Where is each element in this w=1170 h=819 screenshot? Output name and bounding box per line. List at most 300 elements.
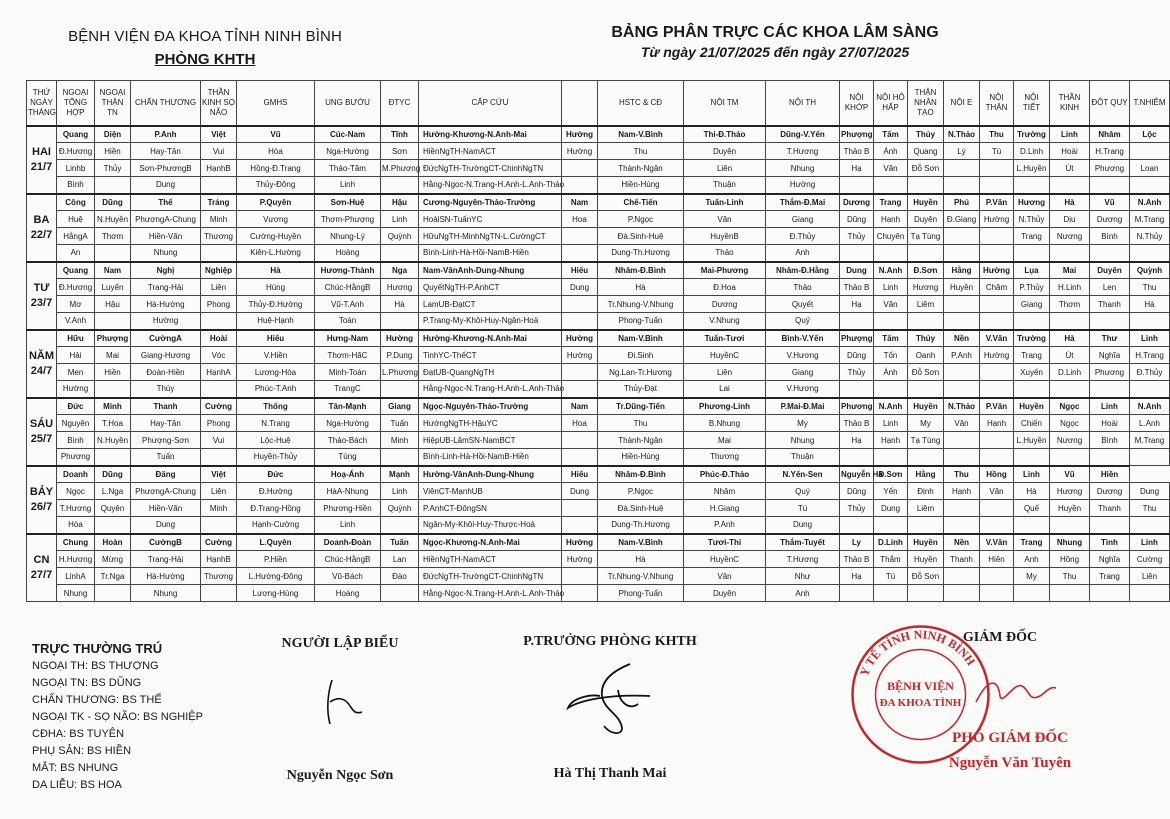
table-cell: Hạ	[840, 296, 874, 313]
table-cell	[944, 313, 980, 330]
table-cell: Hường	[562, 534, 598, 551]
table-cell: Linh	[381, 211, 419, 228]
table-cell: Ngọc	[1050, 398, 1090, 415]
table-cell: Hạnh	[980, 415, 1014, 432]
table-cell: Tuấn-Linh	[684, 194, 766, 211]
table-cell	[1014, 449, 1050, 466]
table-cell: Hằng	[908, 466, 944, 483]
table-cell: Liêm	[908, 296, 944, 313]
table-cell: Anh	[766, 245, 840, 262]
table-cell: Minh	[381, 432, 419, 449]
table-cell: Tùng	[315, 449, 381, 466]
table-cell: Hiếu	[237, 330, 315, 347]
table-cell: Hiền-Văn	[131, 228, 201, 245]
table-cell: N.Anh	[874, 262, 908, 279]
table-cell	[980, 517, 1014, 534]
table-cell: Vũ-Bách	[315, 568, 381, 585]
table-cell: Vui	[201, 143, 237, 160]
table-cell: H.Linh	[1050, 279, 1090, 296]
resident-duty-item: NGOẠI TN: BS DŨNG	[32, 677, 142, 689]
table-cell: Dung	[562, 279, 598, 296]
column-header: NỘI E	[944, 81, 980, 126]
table-cell: Tươi-Thi	[684, 534, 766, 551]
table-cell: Dương	[684, 296, 766, 313]
table-cell: Hường	[131, 313, 201, 330]
table-cell: Chuyên	[874, 228, 908, 245]
table-cell: Giang	[1014, 296, 1050, 313]
table-cell: Liên	[684, 364, 766, 381]
table-cell: T.Hoa	[95, 415, 131, 432]
column-header: T.NHIỄM	[1130, 81, 1170, 126]
table-cell: Nam-V.Bình	[598, 330, 684, 347]
table-cell: Phong-Tuấn	[598, 313, 684, 330]
table-cell: Nhung	[131, 245, 201, 262]
table-cell	[908, 517, 944, 534]
table-cell: Dũng	[840, 483, 874, 500]
table-cell: M.Trang	[1130, 211, 1170, 228]
table-cell: ĐứcNgTH-TrườngCT-ChinhNgTN	[419, 568, 562, 585]
table-cell: Cường	[201, 398, 237, 415]
table-cell: HiềnNgTH-NamACT	[419, 143, 562, 160]
table-cell: Hương	[908, 279, 944, 296]
table-cell: V.Nhung	[684, 313, 766, 330]
column-header: NỘI HÔ HẤP	[874, 81, 908, 126]
table-cell	[201, 177, 237, 194]
day-label: CN 27/7	[27, 534, 57, 602]
table-cell: Hiền-Hùng	[598, 449, 684, 466]
table-cell: Vân	[980, 483, 1014, 500]
resident-duty-item: CĐHA: BS TUYÊN	[32, 728, 125, 740]
table-cell: Lương-Hùng	[237, 585, 315, 602]
column-header	[562, 81, 598, 126]
table-cell: Nhung-Lý	[315, 228, 381, 245]
table-cell: Phú	[944, 194, 980, 211]
table-cell: Hương	[381, 279, 419, 296]
table-cell: Việt	[201, 126, 237, 143]
table-cell	[1090, 381, 1130, 398]
table-cell	[944, 585, 980, 602]
table-cell	[95, 585, 131, 602]
column-header: NỘI TM	[684, 81, 766, 126]
table-cell: Thơm-HăC	[315, 347, 381, 364]
table-cell: Giang-Hương	[131, 347, 201, 364]
day-label: SÁU 25/7	[27, 398, 57, 466]
table-cell	[95, 381, 131, 398]
table-cell: Trang	[1014, 228, 1050, 245]
table-cell: Tr.Nga	[95, 568, 131, 585]
table-cell: Chúc-HằngB	[315, 279, 381, 296]
table-cell: Doanh-Đoàn	[315, 534, 381, 551]
table-cell: TrangC	[315, 381, 381, 398]
table-cell: Hằng-Ngọc-N.Trang-H.Anh-L.Anh-Thảo	[419, 177, 562, 194]
table-cell: Nhâm-Đ.Bình	[598, 466, 684, 483]
column-header: NỘI TH	[766, 81, 840, 126]
table-cell: Đ.Hương	[57, 279, 95, 296]
table-cell: P.Văn	[980, 398, 1014, 415]
table-cell: Hiền	[95, 143, 131, 160]
table-cell: Liên	[684, 160, 766, 177]
table-cell: Linhb	[57, 160, 95, 177]
table-cell: Mai-Phương	[684, 262, 766, 279]
table-cell: Vũ-T.Anh	[315, 296, 381, 313]
table-cell: Lai	[684, 381, 766, 398]
table-cell	[908, 381, 944, 398]
table-cell: Dịu	[1050, 211, 1090, 228]
table-row	[27, 568, 1170, 585]
table-row	[27, 432, 1170, 449]
table-cell: Huyền	[908, 398, 944, 415]
deputy-head-name: Hà Thị Thanh Mai	[553, 766, 667, 781]
table-cell: Dương	[1090, 211, 1130, 228]
table-cell: ĐứcNgTH-TrườngCT-ChinhNgTN	[419, 160, 562, 177]
table-cell	[874, 585, 908, 602]
table-cell: Thủy	[908, 330, 944, 347]
table-cell: Hiếu	[562, 466, 598, 483]
table-row	[27, 313, 1170, 330]
table-cell	[944, 381, 980, 398]
table-cell	[874, 517, 908, 534]
table-cell: H.Hương	[57, 551, 95, 568]
table-cell	[381, 381, 419, 398]
table-cell: H.Giang	[684, 500, 766, 517]
column-header: THẦN KINH SỌ NÃO	[201, 81, 237, 126]
table-cell: Hạnh	[944, 483, 980, 500]
table-cell: Nhâm	[684, 483, 766, 500]
table-cell: TinhYC-ThếCT	[419, 347, 562, 364]
table-cell: Thắm	[874, 551, 908, 568]
table-cell: Đ.Hoa	[684, 279, 766, 296]
table-cell: Ngọc-Khương-N.Anh-Mai	[419, 534, 562, 551]
table-cell: Dung	[131, 517, 201, 534]
table-cell: Nam	[562, 194, 598, 211]
table-cell: Mừng	[95, 551, 131, 568]
table-cell: Đức	[237, 466, 315, 483]
table-cell: Huyền-Thủy	[237, 449, 315, 466]
table-cell: Thủy-Đ.Hường	[237, 296, 315, 313]
table-cell: N.Anh	[1130, 194, 1170, 211]
table-cell: Hường	[980, 262, 1014, 279]
table-cell: Châm	[980, 279, 1014, 296]
table-cell: Dung-Th.Hương	[598, 245, 684, 262]
table-cell: Quý	[766, 313, 840, 330]
table-cell	[908, 245, 944, 262]
table-cell: Minh	[201, 211, 237, 228]
table-cell: Tr.Nhung-V.Nhung	[598, 568, 684, 585]
table-cell: Hay-Tân	[131, 143, 201, 160]
table-row	[27, 500, 1170, 517]
table-cell: Nga	[381, 262, 419, 279]
column-header: ĐTYC	[381, 81, 419, 126]
table-cell: Oanh	[908, 347, 944, 364]
table-cell: Linh	[1090, 398, 1130, 415]
table-cell: Bình-V.Yến	[766, 330, 840, 347]
resident-duty-item: DA LIỄU: BS HOA	[32, 779, 122, 791]
table-row	[27, 585, 1170, 602]
table-cell: V.Văn	[980, 330, 1014, 347]
table-cell: Cương-Nguyên-Thảo-Trường	[419, 194, 562, 211]
table-cell: Nam	[95, 262, 131, 279]
table-cell: Đ.Hương	[57, 143, 95, 160]
table-cell: Hà	[1014, 483, 1050, 500]
table-cell: HiệpUB-LâmSN-NamBCT	[419, 432, 562, 449]
table-row	[27, 466, 1170, 483]
table-cell	[95, 245, 131, 262]
table-cell: L.Hường-Đông	[237, 568, 315, 585]
table-cell: Ly	[840, 534, 874, 551]
table-cell	[1050, 245, 1090, 262]
table-cell: HiềnNgTH-NamACT	[419, 551, 562, 568]
table-cell	[1130, 517, 1170, 534]
table-cell: Hồng	[980, 466, 1014, 483]
table-cell: Đ.Sơn	[908, 262, 944, 279]
table-cell: Hường-Khương-N.Anh-Mai	[419, 126, 562, 143]
table-cell: Lương-Hòa	[237, 364, 315, 381]
table-cell	[1014, 313, 1050, 330]
table-cell: Hường	[562, 143, 598, 160]
table-cell	[874, 245, 908, 262]
table-cell: Hoa	[562, 415, 598, 432]
table-cell: Việt	[201, 466, 237, 483]
table-cell	[840, 517, 874, 534]
table-cell: Huệ	[57, 211, 95, 228]
table-cell: Vóc	[201, 347, 237, 364]
table-cell: Thủy-Đạt	[598, 381, 684, 398]
table-cell: Anh	[1014, 551, 1050, 568]
table-cell: Hương-Thành	[315, 262, 381, 279]
table-cell: Thương	[684, 449, 766, 466]
table-cell: Bình-Linh-Hà-Hồi-NamB-Hiền	[419, 245, 562, 262]
table-cell: Nghị	[131, 262, 201, 279]
table-cell: Trường	[1014, 126, 1050, 143]
table-cell: Nương	[1050, 432, 1090, 449]
day-label: TƯ 23/7	[27, 262, 57, 330]
table-cell: CườngA	[131, 330, 201, 347]
table-cell: L.Nga	[95, 483, 131, 500]
table-cell: Thủy	[840, 364, 874, 381]
table-row	[27, 398, 1170, 415]
table-row	[27, 517, 1170, 534]
table-cell: Thuận	[766, 449, 840, 466]
table-cell: Chế-Tiến	[598, 194, 684, 211]
table-cell: Dung	[874, 500, 908, 517]
director-role: GIÁM ĐỐC	[962, 630, 1038, 645]
table-header-row	[27, 81, 1170, 126]
table-cell: Thi-Đ.Thảo	[684, 126, 766, 143]
table-cell: Tạ Tùng	[908, 228, 944, 245]
table-cell: Hà	[237, 262, 315, 279]
table-cell: Đi.Sinh	[598, 347, 684, 364]
table-cell: Hằng-Ngọc-N.Trang-H.Anh-L.Anh-Thảo	[419, 585, 562, 602]
table-cell	[562, 500, 598, 517]
table-cell: Nhâm-Đ.Hằng	[766, 262, 840, 279]
table-cell: Thảo B	[840, 551, 874, 568]
table-cell: HuyềnC	[684, 551, 766, 568]
table-cell	[980, 245, 1014, 262]
table-cell: Thành-Ngân	[598, 432, 684, 449]
table-cell: Tú	[874, 568, 908, 585]
table-cell: Liên	[1130, 568, 1170, 585]
table-cell: Nga-Hường	[315, 143, 381, 160]
table-cell: Hường	[562, 551, 598, 568]
table-cell: HàA-Nhung	[315, 483, 381, 500]
table-cell: Phương-Hiền	[315, 500, 381, 517]
table-cell: Nam-V.Bình	[598, 126, 684, 143]
table-cell: Hằng-Ngọc-N.Trang-H.Anh-L.Anh-Thảo	[419, 381, 562, 398]
table-cell: Thu	[1130, 279, 1170, 296]
table-cell: Thanh	[944, 551, 980, 568]
table-cell: P.Hiền	[237, 551, 315, 568]
table-row	[27, 143, 1170, 160]
table-cell	[980, 568, 1014, 585]
table-cell: Tấm	[874, 330, 908, 347]
table-cell	[381, 449, 419, 466]
table-cell: Phượng-Sơn	[131, 432, 201, 449]
table-cell	[381, 177, 419, 194]
table-cell: Hoàn	[95, 534, 131, 551]
table-cell: Mạnh	[381, 466, 419, 483]
table-cell	[1130, 245, 1170, 262]
table-cell: Lộc-Huệ	[237, 432, 315, 449]
table-cell: Lụa	[1014, 262, 1050, 279]
table-cell	[1130, 449, 1170, 466]
table-cell: Nền	[944, 534, 980, 551]
header-right	[560, 24, 990, 60]
table-cell: Cường	[1130, 551, 1170, 568]
table-cell: Quyết	[766, 296, 840, 313]
table-cell: Thu	[1050, 568, 1090, 585]
table-cell: Thanh	[1090, 296, 1130, 313]
table-cell: Tr.Dũng-Tiến	[598, 398, 684, 415]
table-row	[27, 245, 1170, 262]
table-cell: Minh-Toàn	[315, 364, 381, 381]
table-cell	[562, 245, 598, 262]
table-cell: Huyền	[908, 534, 944, 551]
table-cell: Quyên	[95, 500, 131, 517]
table-cell: My	[908, 415, 944, 432]
resident-duty-item: CHẤN THƯƠNG: BS THẾ	[32, 694, 162, 706]
deputy-head-signature-mark	[560, 660, 660, 740]
table-cell: N.Trang	[237, 415, 315, 432]
table-cell: Phong	[201, 296, 237, 313]
table-cell: N.Anh	[874, 398, 908, 415]
table-cell: Liêm	[908, 500, 944, 517]
table-cell: Linh	[1050, 126, 1090, 143]
table-cell	[980, 296, 1014, 313]
table-row	[27, 534, 1170, 551]
table-cell: Diện	[95, 126, 131, 143]
table-cell	[1090, 449, 1130, 466]
table-cell: Ngọc-Nguyên-Thảo-Trường	[419, 398, 562, 415]
table-cell: H.Trang	[1090, 143, 1130, 160]
table-row	[27, 364, 1170, 381]
table-cell: Thu	[598, 143, 684, 160]
preparer-signature-block	[255, 636, 425, 786]
table-cell: Ngọc	[57, 483, 95, 500]
table-cell: Nền	[944, 330, 980, 347]
table-cell: Nhung	[57, 585, 95, 602]
table-cell: V.Hương	[766, 347, 840, 364]
table-cell	[562, 585, 598, 602]
table-cell: Hà	[598, 279, 684, 296]
table-cell: Định	[908, 483, 944, 500]
table-cell: Đ.Thủy	[766, 228, 840, 245]
table-cell: D.Linh	[874, 534, 908, 551]
table-cell: Nam-V.Bình	[598, 534, 684, 551]
table-cell: Phúc-T.Anh	[237, 381, 315, 398]
table-cell: V.Hương	[766, 381, 840, 398]
table-cell: Chung	[57, 534, 95, 551]
table-cell	[944, 177, 980, 194]
table-cell: PhươngA-Chung	[131, 211, 201, 228]
table-cell: Minh	[201, 500, 237, 517]
table-cell: Chúc-HằngB	[315, 551, 381, 568]
table-cell: Thắm-Tuyết	[766, 534, 840, 551]
table-cell: B.Nhung	[684, 415, 766, 432]
table-cell: Cúc-Nam	[315, 126, 381, 143]
table-cell: Linh	[1014, 466, 1050, 483]
table-cell: Đà.Sinh-Huệ	[598, 228, 684, 245]
table-cell: Tạ Tùng	[908, 432, 944, 449]
table-cell: Hà	[1050, 330, 1090, 347]
table-cell: Bình	[57, 432, 95, 449]
table-cell: CườngB	[131, 534, 201, 551]
table-cell: Quỳnh	[1130, 262, 1170, 279]
table-cell: Tuấn-Tươi	[684, 330, 766, 347]
table-cell: Hường	[980, 211, 1014, 228]
table-cell	[980, 500, 1014, 517]
resident-duty-item: NGOẠI TH: BS THƯỢNG	[32, 660, 159, 672]
table-cell: N.Thảo	[944, 126, 980, 143]
column-header: NGOẠI THẬN TN	[95, 81, 131, 126]
table-cell: N.Anh	[1130, 398, 1170, 415]
table-cell: Đỗ Sơn	[908, 160, 944, 177]
table-cell: Hà	[381, 296, 419, 313]
table-cell: Trang-Hải	[131, 551, 201, 568]
table-cell: Tình	[1090, 534, 1130, 551]
table-cell	[944, 296, 980, 313]
table-cell	[1050, 449, 1090, 466]
table-cell: Vương	[237, 211, 315, 228]
table-cell: P.Văn	[980, 194, 1014, 211]
table-cell	[1014, 381, 1050, 398]
resident-duty-item: MẮT: BS NHUNG	[32, 762, 119, 774]
table-cell	[980, 432, 1014, 449]
table-cell: Trang	[1090, 568, 1130, 585]
table-cell	[95, 313, 131, 330]
table-cell: Trang	[1014, 347, 1050, 364]
table-cell	[1014, 177, 1050, 194]
table-cell: Hà	[1050, 194, 1090, 211]
table-cell	[1130, 585, 1170, 602]
table-cell: My	[1014, 568, 1050, 585]
table-cell: Lộc	[1130, 126, 1170, 143]
table-cell: Vân	[684, 211, 766, 228]
table-cell: Nương	[1050, 228, 1090, 245]
table-cell: Hồng-Đ.Trang	[237, 160, 315, 177]
table-cell: Liên	[201, 279, 237, 296]
table-cell: Thanh	[131, 398, 201, 415]
table-cell: Thảo	[684, 245, 766, 262]
column-header: NỘI THẬN	[980, 81, 1014, 126]
department-name: PHÒNG KHTH	[154, 51, 256, 68]
table-cell	[980, 381, 1014, 398]
table-cell: Ng.Lan-Tr.Hương	[598, 364, 684, 381]
table-cell: Thảo-Bách	[315, 432, 381, 449]
table-cell	[840, 449, 874, 466]
table-cell: Thư	[1090, 330, 1130, 347]
resident-duty-item: PHỤ SẢN: BS HIỀN	[32, 745, 132, 757]
table-cell	[908, 177, 944, 194]
